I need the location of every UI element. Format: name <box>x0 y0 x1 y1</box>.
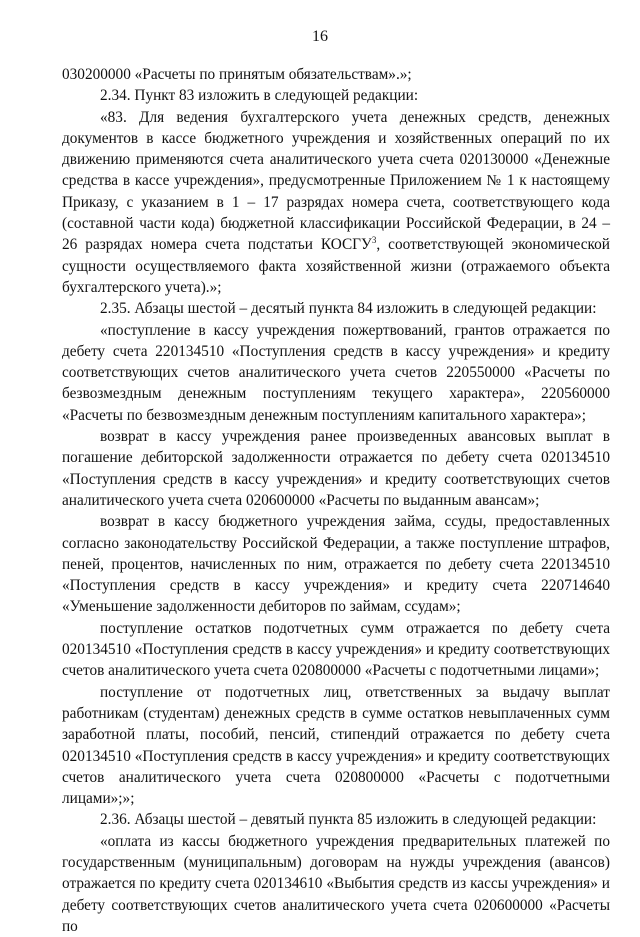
paragraph <box>62 809 610 830</box>
paragraph-text: «оплата из кассы бюджетного учреждения предварительных платежей по государственным (муниципальным) договорам на нужды учреждения (авансов) отражается по кредиту счета 020134610 «Выбытия средств из кассы учреждения» и дебету соответствующих счетов аналитического учета счета 020600000 «Расчеты по <box>62 832 610 935</box>
paragraph-text: 030200000 «Расчеты по принятым обязательствам».»; <box>62 66 412 83</box>
paragraph <box>62 64 610 85</box>
paragraph <box>62 511 610 617</box>
paragraph <box>62 426 610 511</box>
paragraph <box>62 618 610 682</box>
paragraph-text: возврат в кассу учреждения ранее произведенных авансовых выплат в погашение дебиторской задолженности отражается по дебету счета 020134510 «Поступления средств в кассу учреждения» и кредиту соответствующих счетов аналитического учета счета 020600000 «Расчеты по выданным авансам»; <box>62 428 610 509</box>
paragraph <box>62 298 610 319</box>
paragraph <box>62 107 610 299</box>
paragraph <box>62 85 610 106</box>
page-number: 16 <box>312 28 328 45</box>
document-text <box>62 64 610 937</box>
paragraph-text: 2.36. Абзацы шестой – девятый пункта 85 изложить в следующей редакции: <box>100 811 597 829</box>
paragraph-text: поступление от подотчетных лиц, ответственных за выдачу выплат работникам (студентам) денежных средств в сумме остатков невыплаченных сумм заработной платы, пособий, пенсий, стипендий отражается по дебету счета 020134510 «Поступления средств в кассу учреждения» и кредиту соответствующих счетов аналитического учета счета 020800000 «Расчеты с подотчетными лицами»;»; <box>62 683 610 808</box>
paragraph-text: поступление остатков подотчетных сумм отражается по дебету счета 020134510 «Поступления средств в кассу учреждения» и кредиту соответствующих счетов аналитического учета счета 020800000 «Расчеты с подотчетными лицами»; <box>62 619 610 680</box>
paragraph <box>62 320 610 426</box>
paragraph-text: «83. Для ведения бухгалтерского учета денежных средств, денежных документов в кассе бюджетного учреждения и хозяйственных операций по их движению применяются счета аналитического учета счета 020130000 «Денежные средства в кассе учреждения», предусмотренные Приложением № 1 к настоящему Приказу, с указанием в 1 – 17 разрядах номера счета, соответствующего кода (составной части кода) бюджетной классификации Российской Федерации, в 24 – 26 разрядах номера счета подстатьи КОСГУ <box>62 108 610 254</box>
paragraph-text: 2.34. Пункт 83 изложить в следующей редакции: <box>100 87 419 105</box>
footnote-marker: 3 <box>371 235 377 246</box>
paragraph-text-tail: , соответствующей экономической сущности осуществляемого факта хозяйственной жизни (отражаемого объекта бухгалтерского учета).»; <box>62 236 610 296</box>
paragraph-text: возврат в кассу бюджетного учреждения займа, ссуды, предоставленных согласно законодательству Российской Федерации, а также поступление штрафов, пеней, процентов, начисленных по ним, отражается по дебету счета 220134510 «Поступления средств в кассу учреждения» и кредиту счета 220714640 «Уменьшение задолженности дебиторов по займам, ссудам»; <box>62 513 610 616</box>
paragraph <box>62 682 610 810</box>
paragraph-text: «поступление в кассу учреждения пожертвований, грантов отражается по дебету счета 220134510 «Поступления средств в кассу учреждения» и кредиту соответствующих счетов аналитического учета счетов 220550000 «Расчеты по безвозмездным денежным поступлениям текущего характера», 220560000 «Расчеты по безвозмездным денежным поступлениям капитального характера»; <box>62 321 610 424</box>
paragraph-text: 2.35. Абзацы шестой – десятый пункта 84 изложить в следующей редакции: <box>100 300 597 318</box>
paragraph <box>62 831 610 937</box>
